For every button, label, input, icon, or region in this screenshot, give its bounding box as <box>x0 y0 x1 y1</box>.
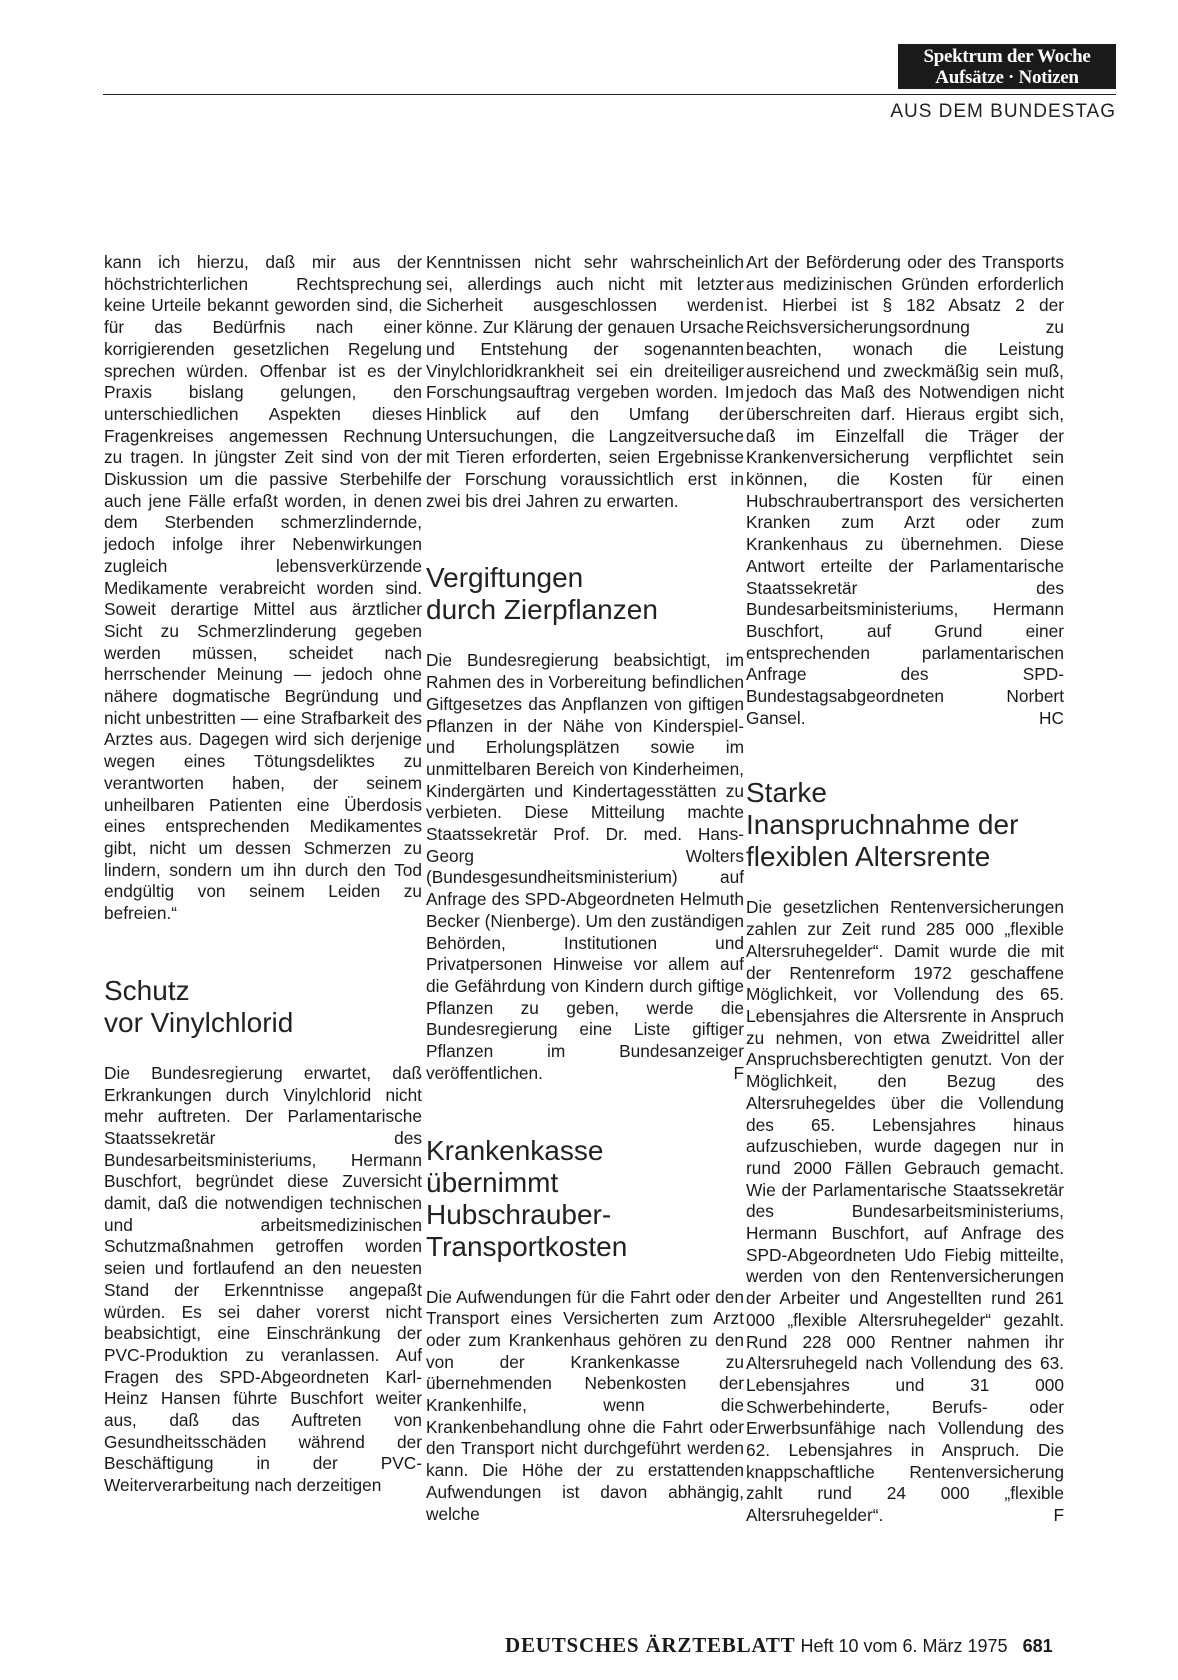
article-title-altersrente <box>746 777 1064 873</box>
article-body-krankenkasse: Die Aufwendungen für die Fahrt oder den Transport eines Versicherten zum Arzt oder zum Krankenhaus gehören zu den von der Krankenkasse zu übernehmenden Nebenkosten der Krankenhilfe, wenn die Krankenbehandlung ohne die Fahrt oder den Transport nicht durchgeführt werden kann. Die Höhe der zu erstattenden Aufwendungen ist davon abhängig, welche <box>426 1286 744 1524</box>
title-line: Krankenkasse <box>426 1134 604 1166</box>
title-line: Starke <box>746 777 827 809</box>
body-text: Art der Beförderung oder des Transports aus medizinischen Gründen erforderlich ist. Hierbei ist § 182 Absatz 2 der Reichsversicherungsordnung zu beachten, wonach die Leistung ausreichend und zweckmäßig sein muß, jedoch das Maß des Notwendigen nicht überschreiten darf. Hieraus ergibt sich, daß im Einzelfall die Träger der Krankenversicherung verpflichtet sein können, die Kosten für einen Hubschraubertransport des versicherten Kranken zum Arzt oder zum Krankenhaus zu übernehmen. Diese Antwort erteilte der Parlamentarische Staatssekretär des Bundesarbeitsministeriums, Hermann Buschfort, auf Grund einer entsprechenden parlamentarischen Anfrage des SPD-Bundestagsabgeordneten Norbert Gansel. <box>746 252 1064 728</box>
author-sign: HC <box>1039 707 1064 728</box>
page-footer <box>505 1633 1053 1658</box>
header-box-line-2: Aufsätze · Notizen <box>935 67 1079 88</box>
body-text: Die Bundesregierung beabsichtigt, im Rahmen des in Vorbereitung befindlichen Giftgesetzes das Anpflanzen von giftigen Pflanzen in der Nähe von Kinderspiel- und Erholungsplätzen sowie im unmittelbaren Bereich von Kinderheimen, Kindergärten und Kindertagesstätten zu verbieten. Diese Mitteilung machte Staatssekretär Prof. Dr. med. Hans-Georg Wolters (Bundesgesundheitsministerium) auf Anfrage des SPD-Abgeordneten Helmuth Becker (Nienberge). Um den zuständigen Behörden, Institutionen und Privatpersonen Hinweise vor allem auf die Gefährdung von Kindern durch giftige Pflanzen zu geben, werde die Bundesregierung eine Liste giftiger Pflanzen im Bundesanzeiger veröffentlichen. <box>426 650 744 1083</box>
title-line: vor Vinylchlorid <box>104 1006 294 1038</box>
page-number: 681 <box>1022 1636 1053 1656</box>
column-1 <box>104 252 422 1497</box>
title-line: durch Zierpflanzen <box>426 594 658 626</box>
journal-name: DEUTSCHES ÄRZTEBLATT <box>505 1633 796 1657</box>
issue-info: Heft 10 vom 6. März 1975 <box>800 1636 1008 1656</box>
title-line: Transportkosten <box>426 1230 628 1262</box>
author-sign: F <box>1053 1505 1064 1526</box>
col3-continued-text <box>746 252 1064 729</box>
section-header-box <box>898 44 1116 89</box>
title-line: flexiblen Altersrente <box>746 841 991 873</box>
article-body-vinylchlorid: Die Bundesregierung erwartet, daß Erkrankungen durch Vinylchlorid nicht mehr auftreten. Der Parlamentarische Staatssekretär des Bundesarbeitsministeriums, Hermann Buschfort, begründet diese Zuversicht damit, daß die notwendigen technischen und arbeitsmedizinischen Schutzmaßnahmen getroffen worden seien und fortlaufend an den neuesten Stand der Erkenntnisse angepaßt würden. Es sei daher vorerst nicht beabsichtigt, eine Einschränkung der PVC-Produktion zu veranlassen. Auf Fragen des SPD-Abgeordneten Karl-Heinz Hansen führte Buschfort weiter aus, daß das Auftreten von Gesundheitsschäden während der Beschäftigung in der PVC-Weiterverarbeitung nach derzeitigen <box>104 1062 422 1496</box>
column-3 <box>746 252 1064 1527</box>
article-body-altersrente <box>746 897 1064 1526</box>
article-title-krankenkasse <box>426 1135 744 1263</box>
title-line: Vergiftungen <box>426 562 584 594</box>
article-title-vinylchlorid <box>104 975 422 1039</box>
header-rule <box>103 94 1116 95</box>
col1-continued-text: kann ich hierzu, daß mir aus der höchstrichterlichen Rechtsprechung keine Urteile bekannt geworden sind, die für das Bedürfnis nach einer korrigierenden gesetzlichen Regelung sprechen würden. Offenbar ist es der Praxis bislang gelungen, den unterschiedlichen Aspekten dieses Fragenkreises angemessen Rechnung zu tragen. In jüngster Zeit sind von der Diskussion um die passive Sterbehilfe auch jene Fälle erfaßt worden, in denen dem Sterbenden schmerzlindernde, jedoch infolge ihrer Nebenwirkungen zugleich lebensverkürzende Medikamente verabreicht worden sind. Soweit derartige Mittel aus ärztlicher Sicht zu Schmerzlinderung gegeben werden müssen, scheidet nach herrschender Meinung — jedoch ohne nähere dogmatische Begründung und nicht unbestritten — eine Strafbarkeit des Arztes aus. Dagegen wird sich derjenige wegen eines Tötungsdeliktes zu verantworten haben, der seinem unheilbaren Patienten eine Überdosis eines entsprechenden Medikamentes gibt, nicht um dessen Schmerzen zu lindern, sondern um ihn durch den Tod endgültig von seinem Leiden zu befreien.“ <box>104 252 422 924</box>
col2-continued-text: Kenntnissen nicht sehr wahrscheinlich sei, allerdings auch nicht mit letzter Sicherheit ausgeschlossen werden könne. Zur Klärung der genauen Ursache und Entstehung der sogenannten Vinylchloridkrankheit sei ein dreiteiliger Forschungsauftrag vergeben worden. Im Hinblick auf den Umfang der Untersuchungen, die Langzeitversuche mit Tieren erforderten, seien Ergebnisse der Forschung voraussichtlich erst in zwei bis drei Jahren zu erwarten. <box>426 252 744 511</box>
body-text: Die gesetzlichen Rentenversicherungen zahlen zur Zeit rund 285 000 „flexible Altersruhegelder“. Damit wurde die mit der Rentenreform 1972 geschaffene Möglichkeit, vor Vollendung des 65. Lebensjahres die Altersrente in Anspruch zu nehmen, von etwa Zweidrittel aller Anspruchsberechtigten genutzt. Von der Möglichkeit, den Bezug des Altersruhegeldes über die Vollendung des 65. Lebensjahres hinaus aufzuschieben, wurde dagegen nur in rund 2000 Fällen Gebrauch gemacht. Wie der Parlamentarische Staatssekretär des Bundesarbeitsministeriums, Hermann Buschfort, auf Anfrage des SPD-Abgeordneten Udo Fiebig mitteilte, werden von den Rentenversicherungen der Arbeiter und Angestellten rund 261 000 „flexible Altersruhegelder“ gezahlt. Rund 228 000 Rentner nahmen ihr Altersruhegeld nach Vollendung des 63. Lebensjahres und 31 000 Schwerbehinderte, Berufs- oder Erwerbsunfähige nach Vollendung des 62. Lebensjahres in Anspruch. Die knappschaftliche Rentenversicherung zahlt rund 24 000 „flexible Altersruhegelder“. <box>746 897 1064 1526</box>
author-sign: F <box>733 1062 744 1083</box>
article-title-zierpflanzen <box>426 562 744 626</box>
section-label: AUS DEM BUNDESTAG <box>890 101 1116 122</box>
article-body-zierpflanzen <box>426 650 744 1084</box>
title-line: Hubschrauber- <box>426 1198 612 1230</box>
title-line: übernimmt <box>426 1166 559 1198</box>
title-line: Schutz <box>104 974 190 1006</box>
title-line: Inanspruchnahme der <box>746 809 1019 841</box>
header-box-line-1: Spektrum der Woche <box>923 46 1091 67</box>
column-2 <box>426 252 744 1525</box>
